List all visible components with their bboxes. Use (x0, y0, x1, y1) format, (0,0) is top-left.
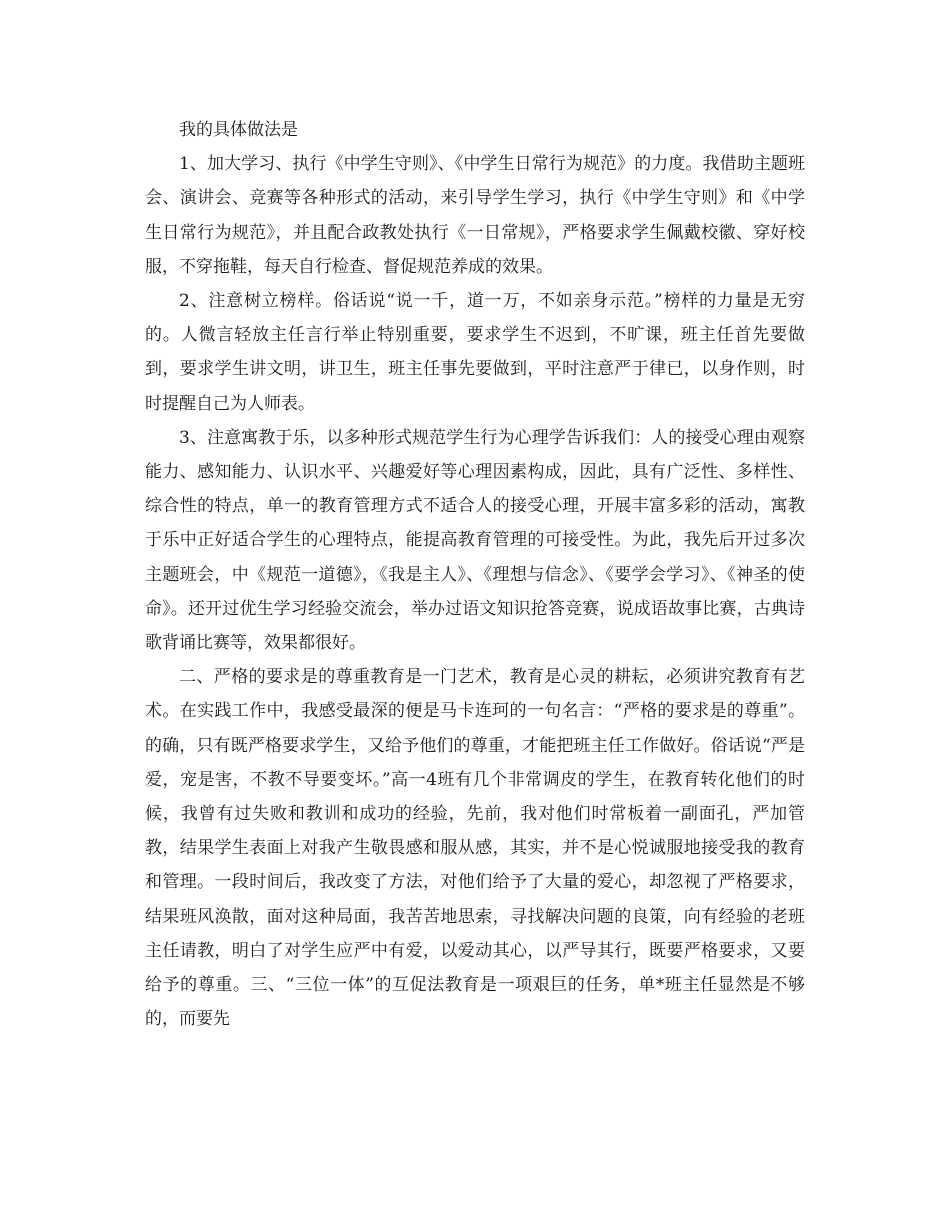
paragraph-item-3: 3、注意寓教于乐，以多种形式规范学生行为心理学告诉我们：人的接受心理由观察能力、感知能力、认识水平、兴趣爱好等心理因素构成，因此，具有广泛性、多样性、综合性的特点，单一的教育管理方式不适合人的接受心理，开展丰富多彩的活动，寓教于乐中正好适合学生的心理特点，能提高教育管理的可接受性。为此，我先后开过多次主题班会，中《规范一道德》，《我是主人》、《理想与信念》、《要学会学习》、《神圣的使命》。还开过优生学习经验交流会，举办过语文知识抢答竞赛，说成语故事比赛，古典诗歌背诵比赛等，效果都很好。 (145, 427, 805, 654)
paragraph-section-2: 二、严格的要求是的尊重教育是一门艺术，教育是心灵的耕耘，必须讲究教育有艺术。在实践工作中，我感受最深的便是马卡连珂的一句名言：“严格的要求是的尊重”。的确，只有既严格要求学生，又给予他们的尊重，才能把班主任工作做好。俗话说“严是爱，宠是害，不教不导要变坏。”高一4班有几个非常调皮的学生，在教育转化他们的时候，我曾有过失败和教训和成功的经验，先前，我对他们时常板着一副面孔，严加管教，结果学生表面上对我产生敬畏感和服从感，其实，并不是心悦诚服地接受我的教育和管理。一段时间后，我改变了方法，对他们给予了大量的爱心，却忽视了严格要求，结果班风涣散，面对这种局面，我苦苦地思索，寻找解决问题的良策，向有经验的老班主任请教，明白了对学生应严中有爱，以爱动其心，以严导其行，既要严格要求，又要给予的尊重。三、“三位一体”的互促法教育是一项艰巨的任务，单*班主任显然是不够的，而要先 (145, 667, 805, 1030)
paragraph-item-2: 2、注意树立榜样。俗话说“说一千，道一万，不如亲身示范。”榜样的力量是无穷的。人微言轻放主任言行举止特别重要，要求学生不迟到，不旷课，班主任首先要做到，要求学生讲文明，讲卫生，班主任事先要做到，平时注意严于律已，以身作则，时时提醒自己为人师表。 (145, 291, 805, 414)
paragraph-intro: 我的具体做法是 (179, 120, 298, 140)
document-body (145, 113, 805, 1036)
paragraph-item-1: 1、加大学习、执行《中学生守则》、《中学生日常行为规范》的力度。我借助主题班会、演讲会、竞赛等各种形式的活动，来引导学生学习，执行《中学生守则》和《中学生日常行为规范》，并且配合政教处执行《一日常规》，严格要求学生佩戴校徽、穿好校服，不穿拖鞋，每天自行检查、督促规范养成的效果。 (145, 154, 805, 277)
